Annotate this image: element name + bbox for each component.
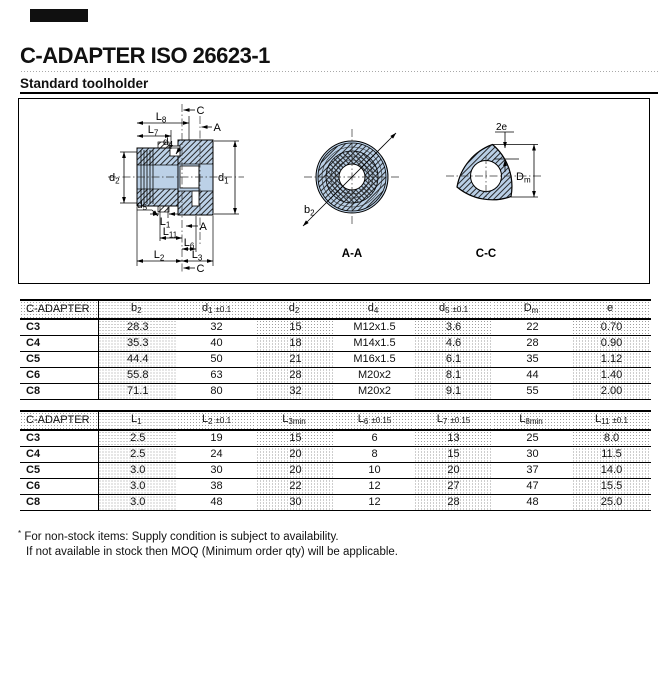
table-cell: 48 [177, 495, 256, 511]
table-cell: 12 [335, 479, 414, 495]
table-cell: 8.1 [414, 368, 493, 384]
table-cell: 48 [493, 495, 572, 511]
dim-label-a-top: A [213, 122, 221, 134]
table-header-row [20, 411, 651, 430]
dim-label-l6: $L_6$ [183, 237, 195, 251]
table-cell: 47 [493, 479, 572, 495]
table-cell: 25.0 [572, 495, 651, 511]
table-cell: 71.1 [98, 384, 177, 400]
dim-label-l11: $L_{11}$ [162, 226, 178, 240]
table-row [20, 447, 651, 463]
table-cell: 0.70 [572, 319, 651, 336]
table-row [20, 319, 651, 336]
table-row [20, 495, 651, 511]
table-cell: 63 [177, 368, 256, 384]
dim-label-d5: $d_5$ [137, 200, 148, 212]
table-cell: 38 [177, 479, 256, 495]
dim-label-c-top: C [196, 105, 205, 117]
table-cell: 2.00 [572, 384, 651, 400]
table-cell: 2.5 [98, 447, 177, 463]
column-header-adapter: C-ADAPTER [20, 300, 98, 319]
row-label: C3 [20, 430, 98, 447]
table-cell: 15 [414, 447, 493, 463]
table-row [20, 336, 651, 352]
table-cell: 10 [335, 463, 414, 479]
table-cell: 0.90 [572, 336, 651, 352]
table-row [20, 368, 651, 384]
subtitle-underline [20, 92, 658, 94]
table-cell: 20 [256, 463, 335, 479]
dim-label-l7: $L_7$ [147, 124, 159, 138]
page-subtitle: Standard toolholder [20, 76, 149, 91]
table-cell: 21 [256, 352, 335, 368]
footnote-line-1: * For non-stock items: Supply condition is subject to availability. [18, 529, 339, 543]
table-cell: 6 [335, 430, 414, 447]
table-cell: 19 [177, 430, 256, 447]
table-cell: 35 [493, 352, 572, 368]
dimension-table-2 [20, 410, 651, 511]
dim-label-l1: $L_1$ [159, 216, 171, 230]
table-cell: 20 [256, 447, 335, 463]
column-header-l1: $L_1$ [98, 411, 177, 430]
table-cell: 2.5 [98, 430, 177, 447]
view-cc-caption: C-C [475, 248, 497, 260]
row-label: C3 [20, 319, 98, 336]
table-row [20, 463, 651, 479]
page-title: C-ADAPTER ISO 26623-1 [20, 43, 270, 68]
table-cell: 3.0 [98, 463, 177, 479]
table-cell: 3.0 [98, 479, 177, 495]
dim-label-a-bottom: A [199, 221, 207, 233]
table-cell: 28 [256, 368, 335, 384]
technical-drawing-frame [18, 98, 650, 284]
row-label: C6 [20, 479, 98, 495]
dim-label-l8: $L_8$ [155, 111, 167, 125]
technical-drawing [19, 99, 649, 283]
view-cc [446, 132, 542, 200]
table-cell: 40 [177, 336, 256, 352]
table-cell: 28.3 [98, 319, 177, 336]
table-cell: 28 [493, 336, 572, 352]
column-header-e: e [572, 300, 651, 319]
table-cell: 13 [414, 430, 493, 447]
table-row [20, 430, 651, 447]
table-cell: 22 [256, 479, 335, 495]
dimension-table-1 [20, 299, 651, 400]
table-row [20, 384, 651, 400]
table-cell: 35.3 [98, 336, 177, 352]
table-cell: 20 [414, 463, 493, 479]
table-cell: 44.4 [98, 352, 177, 368]
row-label: C5 [20, 352, 98, 368]
table-cell: 1.12 [572, 352, 651, 368]
column-header-l11: $L_{11} \pm 0.1$ [572, 411, 651, 430]
section-view-body [108, 104, 244, 274]
table-cell: 8.0 [572, 430, 651, 447]
table-cell: 3.0 [98, 495, 177, 511]
column-header-dm: $D_m$ [493, 300, 572, 319]
column-header-d2: $d_2$ [256, 300, 335, 319]
column-header-d4: $d_4$ [335, 300, 414, 319]
view-aa [303, 129, 400, 226]
column-header-l2: $L_2 \pm 0.1$ [177, 411, 256, 430]
table-cell: 9.1 [414, 384, 493, 400]
table-cell: 25 [493, 430, 572, 447]
table-cell: 55.8 [98, 368, 177, 384]
table-header-row [20, 300, 651, 319]
table-cell: M20x2 [335, 368, 414, 384]
table-cell: 30 [256, 495, 335, 511]
dim-label-2e: 2e [496, 122, 508, 133]
dim-label-l3: $L_3$ [191, 249, 203, 263]
dim-label-d2: $d_2$ [109, 172, 120, 186]
table-cell: 30 [493, 447, 572, 463]
table-cell: 18 [256, 336, 335, 352]
row-label: C5 [20, 463, 98, 479]
dim-label-d4: $d_4$ [163, 137, 174, 149]
column-header-adapter: C-ADAPTER [20, 411, 98, 430]
column-header-l8min: $L_{8min}$ [493, 411, 572, 430]
view-aa-caption: A-A [341, 248, 363, 260]
footnote-line-2: If not available in stock then MOQ (Minimum order qty) will be applicable. [26, 546, 398, 558]
table-cell: 8 [335, 447, 414, 463]
row-label: C8 [20, 495, 98, 511]
table-cell: 15 [256, 430, 335, 447]
table-cell: 14.0 [572, 463, 651, 479]
footnote-marker: * [18, 529, 22, 538]
table-cell: M12x1.5 [335, 319, 414, 336]
table-cell: 15.5 [572, 479, 651, 495]
table-cell: 22 [493, 319, 572, 336]
table-cell: M14x1.5 [335, 336, 414, 352]
table-row [20, 479, 651, 495]
dim-label-c-bottom: C [196, 263, 205, 275]
title-underline-dotted [20, 70, 658, 74]
footnote [18, 526, 398, 560]
header-black-bar [30, 9, 88, 22]
table-cell: 12 [335, 495, 414, 511]
table-row [20, 352, 651, 368]
column-header-l6: $L_6 \pm 0.15$ [335, 411, 414, 430]
table-cell: 44 [493, 368, 572, 384]
table-cell: 32 [177, 319, 256, 336]
table-cell: 80 [177, 384, 256, 400]
column-header-b2: $b_2$ [98, 300, 177, 319]
table-cell: M16x1.5 [335, 352, 414, 368]
column-header-d5: $d_5 \pm 0.1$ [414, 300, 493, 319]
column-header-l7: $L_7 \pm 0.15$ [414, 411, 493, 430]
table-cell: 11.5 [572, 447, 651, 463]
row-label: C6 [20, 368, 98, 384]
row-label: C4 [20, 336, 98, 352]
row-label: C8 [20, 384, 98, 400]
table-cell: 6.1 [414, 352, 493, 368]
table-cell: 1.40 [572, 368, 651, 384]
table-cell: 55 [493, 384, 572, 400]
table-cell: M20x2 [335, 384, 414, 400]
dim-label-d1: $d_1$ [218, 172, 229, 186]
table-cell: 27 [414, 479, 493, 495]
column-header-d1: $d_1 \pm 0.1$ [177, 300, 256, 319]
table-cell: 15 [256, 319, 335, 336]
table-cell: 32 [256, 384, 335, 400]
table-cell: 28 [414, 495, 493, 511]
table-cell: 30 [177, 463, 256, 479]
column-header-l3min: $L_{3min}$ [256, 411, 335, 430]
table-cell: 3.6 [414, 319, 493, 336]
table-cell: 37 [493, 463, 572, 479]
table-cell: 24 [177, 447, 256, 463]
table-cell: 4.6 [414, 336, 493, 352]
dim-label-dm: $D_m$ [516, 171, 531, 185]
dim-label-b2: $b_2$ [304, 204, 315, 218]
row-label: C4 [20, 447, 98, 463]
dim-label-l2: $L_2$ [153, 249, 165, 263]
table-cell: 50 [177, 352, 256, 368]
